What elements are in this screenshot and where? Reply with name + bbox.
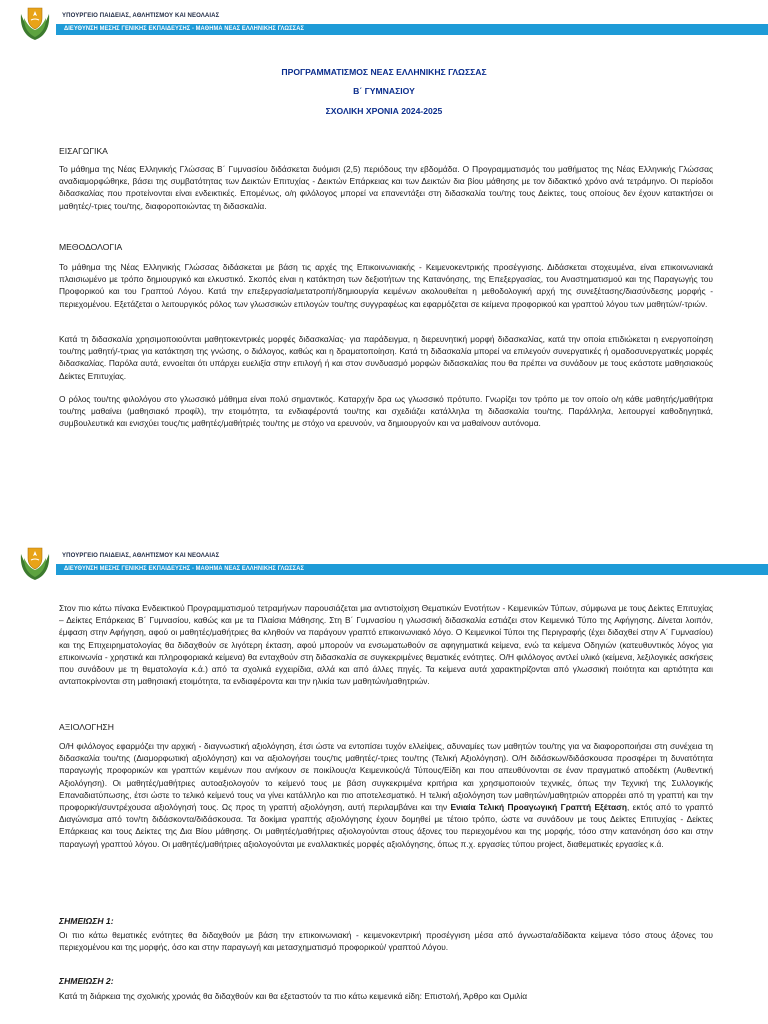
- section-heading-intro: ΕΙΣΑΓΩΓΙΚΑ: [59, 146, 108, 156]
- document-page-2: [0, 540, 768, 1024]
- department-banner: [56, 24, 768, 35]
- doc-title: ΠΡΟΓΡΑΜΜΑΤΙΣΜΟΣ ΝΕΑΣ ΕΛΛΗΝΙΚΗΣ ΓΛΩΣΣΑΣ: [281, 67, 487, 77]
- section-heading-evaluation: ΑΞΙΟΛΟΓΗΣΗ: [59, 722, 114, 732]
- methodology-paragraph-3: Ο ρόλος του/της φιλολόγου στο γλωσσικό μάθημα είναι πολύ σημαντικός. Καταρχήν δρα ως γλωσσικό πρότυπο. Γνωρίζει τον τρόπο με τον οποίο ο/η κάθε μαθητής/μαθήτρια του/της μαθαίνει (μαθησιακό προφίλ), την ετοιμότητα, τα ενδιαφέροντά του/της και σχεδιάζει κατάλληλα τη διδασκαλία του/της. Παράλληλα, λειτουργεί καθοδηγητικά, συμβουλευτικά και ενισχύει τους/τις μαθητές/μαθήτριές του/της με στόχο να ερευνούν, να δημιουργούν και να μαθαίνουν αυτόνομα.: [59, 394, 713, 429]
- note-2-text: Κατά τη διάρκεια της σχολικής χρονιάς θα διδαχθούν και θα εξεταστούν τα πιο κάτω κειμενικά είδη: Επιστολή, Άρθρο και Ομιλία: [59, 991, 528, 1001]
- page-header: [0, 540, 768, 580]
- ministry-name: ΥΠΟΥΡΓΕΙΟ ΠΑΙΔΕΙΑΣ, ΑΘΛΗΤΙΣΜΟΥ ΚΑΙ ΝΕΟΛΑΙΑΣ: [62, 552, 220, 559]
- doc-subtitle-grade: Β΄ ΓΥΜΝΑΣΙΟΥ: [353, 86, 415, 96]
- evaluation-text-part-2: , εκτός από το γραπτό Διαγώνισμα από τον/τη διδάσκοντα/διδάσκουσα. Τα δοκίμια γραπτής αξιολόγησης έχουν δομηθεί με τέτοιο τρόπο, ώστε να συνάδουν με τους Δείκτες Επιτυχίας - Δείκτες Επάρκειας και τους Δείκτες της Δια Βίου μάθησης. Οι μαθητές/μαθήτριες αξιολογούνται στους άξονες του περιεχομένου και της μορφής, τόσο στην κατανόηση όσο και στην παραγωγή γραπτού λόγου. Οι μαθητές/μαθήτριες αξιολογούνται με εναλλακτικές μορφές αξιολόγησης, όπως π.χ. εργασίες τύπου project, διαθεματικές εργασίες κ.ά.: [59, 802, 713, 849]
- methodology-paragraph-1: Το μάθημα της Νέας Ελληνικής Γλώσσας διδάσκεται με βάση τις αρχές της Επικοινωνιακής - Κειμενοκεντρικής προσέγγισης. Διδάσκεται στοχευμένα, είναι επικοινωνιακά πλαισιωμένο με τρόπο δημιουργικό και ελκυστικό. Σκοπός είναι η κατάκτηση των δεξιοτήτων της Κατανόησης, της Επεξεργασίας, του Αναστηματισμού και της Παραγωγής του Προφορικού και του Γραπτού Λόγου. Κατά την επεξεργασία/μετατροπή/δημιουργία κειμένων ακολουθείται η μεθοδολογική αρχή της συνεξέτασης/διασύνδεσης μορφής - περιεχομένου. Εξετάζεται ο λειτουργικός ρόλος των γλωσσικών επιλογών του/της συγγραφέως και εφαρμόζεται σε κείμενα προφορικού και γραπτού λόγου των μαθητών/-τριών.: [59, 262, 713, 309]
- page-header: [0, 0, 768, 40]
- intro-paragraph: Το μάθημα της Νέας Ελληνικής Γλώσσας Β΄ Γυμνασίου διδάσκεται δυόμισι (2,5) περιόδους την εβδομάδα. Ο Προγραμματισμός του μαθήματος της Νέας Ελληνικής Γλώσσας αναδιαμορφώθηκε, βάσει της συμβατότητας των Δεικτών Επιτυχίας - Δεικτών Επάρκειας και των Δεικτών δια βίου μάθησης με τον διδακτικό χρόνο ανά τετράμηνο. Οι περίοδοι διδασκαλίας που προτείνονται είναι ενδεικτικές. Επομένως, ο/η φιλόλογος μπορεί να επανεντάξει στη διδασκαλία του/της τους Δείκτες, τους οποίους δεν έχουν κατακτήσει οι μαθητές/-τριες του/της, διαφοροποιώντας τη διδασκαλία.: [59, 164, 713, 211]
- department-name: ΔΙΕΥΘΥΝΣΗ ΜΕΣΗΣ ΓΕΝΙΚΗΣ ΕΚΠΑΙΔΕΥΣΗΣ - ΜΑΘΗΜΑ ΝΕΑΣ ΕΛΛΗΝΙΚΗΣ ΓΛΩΣΣΑΣ: [64, 565, 304, 572]
- note-1-title: ΣΗΜΕΙΩΣΗ 1:: [59, 916, 114, 926]
- planning-paragraph: Στον πιο κάτω πίνακα Ενδεικτικού Προγραμματισμού τετραμήνων παρουσιάζεται μια αντιστοίχιση Θεματικών Ενοτήτων - Κειμενικών Τύπων, σύμφωνα με τους Δείκτες Επιτυχίας – Δείκτες Επάρκειας Β΄ Γυμνασίου, καθώς και με τα Πλαίσια Μάθησης. Στη Β΄ Γυμνασίου η γλωσσική διδασκαλία εστιάζει στον Κειμενικό Τύπο της Αφήγησης. Δίνεται λοιπόν, έμφαση στην Αφήγηση, αφού οι μαθητές/μαθήτριες θα κληθούν να παράγουν γραπτό επικοινωνιακό λόγο. Ο Κειμενικοί Τύποι της Περιγραφής (έχει διδαχθεί στην Α΄ Γυμνασίου) και της Επιχειρηματολογίας θα διδαχθούν σε λιγότερη έκταση, αφού μπορούν να ενσωματωθούν σε αφηγηματικά κείμενα, ενώ τα κείμενα Οδηγιών (κατευθυντικός λόγος για επικοινωνία - χρηστικά και πληροφοριακά κείμενα) θα ενταχθούν στη διδασκαλία σε συγκεκριμένες θεματικές ενότητες. Ο/Η φιλόλογος αντλεί υλικό (κείμενα, λεξιλογικές ασκήσεις που συνάδουν με τη θεματολογία κ.ά.) από τα σχολικά εγχειρίδια, αλλά και από άλλες πηγές. Τα κείμενα αυτά χαρακτηρίζονται από γλωσσική ποιότητα και αρτιότητα και ανταποκρίνονται στη μαθησιακή ετοιμότητα, τα ενδιαφέροντα και την ηλικία των μαθητών/μαθητριών.: [59, 603, 713, 687]
- doc-subtitle-year: ΣΧΟΛΙΚΗ ΧΡΟΝΙΑ 2024-2025: [325, 106, 443, 116]
- cyprus-emblem-icon: [18, 542, 52, 582]
- section-heading-methodology: ΜΕΘΟΔΟΛΟΓΙΑ: [59, 242, 123, 252]
- department-name: ΔΙΕΥΘΥΝΣΗ ΜΕΣΗΣ ΓΕΝΙΚΗΣ ΕΚΠΑΙΔΕΥΣΗΣ - ΜΑΘΗΜΑ ΝΕΑΣ ΕΛΛΗΝΙΚΗΣ ΓΛΩΣΣΑΣ: [64, 25, 304, 32]
- page-separator: [0, 530, 768, 540]
- evaluation-paragraph: [59, 740, 713, 850]
- methodology-paragraph-2: Κατά τη διδασκαλία χρησιμοποιούνται μαθητοκεντρικές μορφές διδασκαλίας· για παράδειγμα, η διερευνητική μορφή διδασκαλίας, κατά την οποία επιδιώκεται η ενεργοποίηση του/της μαθητή/-τριας για κατάκτηση της γνώσης, ο διάλογος, καθώς και η δραματοποίηση. Κατά τη διδασκαλία μπορεί να επιλεγούν συνεργατικές ή ομαδοσυνεργατικές μορφές διδασκαλίας. Παρόλα αυτά, εννοείται ότι υπάρχει ευελιξία στην επιλογή ή και στον συνδυασμό μορφών διδασκαλίας που θα πρέπει να συνάδουν με τους εκάστοτε μαθησιακούς Δείκτες Επιτυχίας.: [59, 334, 713, 381]
- note-2-title: ΣΗΜΕΙΩΣΗ 2:: [59, 976, 114, 986]
- evaluation-text-bold: Ενιαία Τελική Προαγωγική Γραπτή Εξέταση: [450, 802, 627, 813]
- department-banner: [56, 564, 768, 575]
- evaluation-text-part-1: Ο/Η φιλόλογος εφαρμόζει την αρχική - διαγνωστική αξιολόγηση, έτσι ώστε να εντοπίσει τυχόν ελλείψεις, αδυναμίες των μαθητών του/της για να διαφοροποιήσει στη συνέχεια τη διδασκαλία του/της (Διαμορφωτική αξιολόγηση) και να αξιολογήσει τους/τις μαθητές/-τριες του/της (Τελική Αξιολόγηση). Ο/Η διδάσκων/διδάσκουσα προσφέρει τη δυνατότητα παραγωγής προφορικών και γραπτών κειμένων που ανήκουν σε ποικίλους/α Κειμενικούς/ά Τύπους/Είδη και που απευθύνονται σε έναν πραγματικό αποδέκτη (Αυθεντική Αξιολόγηση). Οι μαθητές/μαθήτριες αυτοαξιολογούν το κείμενό τους με βάση συγκεκριμένα κριτήρια και χρησιμοποιούν τεχνικές, όπως την Τεχνική της Συλλογικής Επαναδιατύπωσης, έτσι ώστε το τελικό κείμενό τους να γίνει κατάλληλο και πιο αποτελεσματικό. Η τελική αξιολόγηση των μαθητών/μαθητριών απορρέει από τη γραπτή και την προφορική/συντρέχουσα αξιολόγησή τους. Ως προς τη γραπτή αξιολόγηση, αυτή περιλαμβάνει και την: [59, 741, 713, 813]
- cyprus-emblem-icon: [18, 2, 52, 42]
- ministry-name: ΥΠΟΥΡΓΕΙΟ ΠΑΙΔΕΙΑΣ, ΑΘΛΗΤΙΣΜΟΥ ΚΑΙ ΝΕΟΛΑΙΑΣ: [62, 12, 220, 19]
- note-1-text: Οι πιο κάτω θεματικές ενότητες θα διδαχθούν με βάση την επικοινωνιακή - κειμενοκεντρική προσέγγιση μέσα από άγνωστα/αδίδακτα κείμενα τόσο στους άξονες του περιεχομένου και της μορφής, όσο και στην παραγωγή και μετασχηματισμό προφορικού/ γραπτού Λόγου.: [59, 930, 713, 953]
